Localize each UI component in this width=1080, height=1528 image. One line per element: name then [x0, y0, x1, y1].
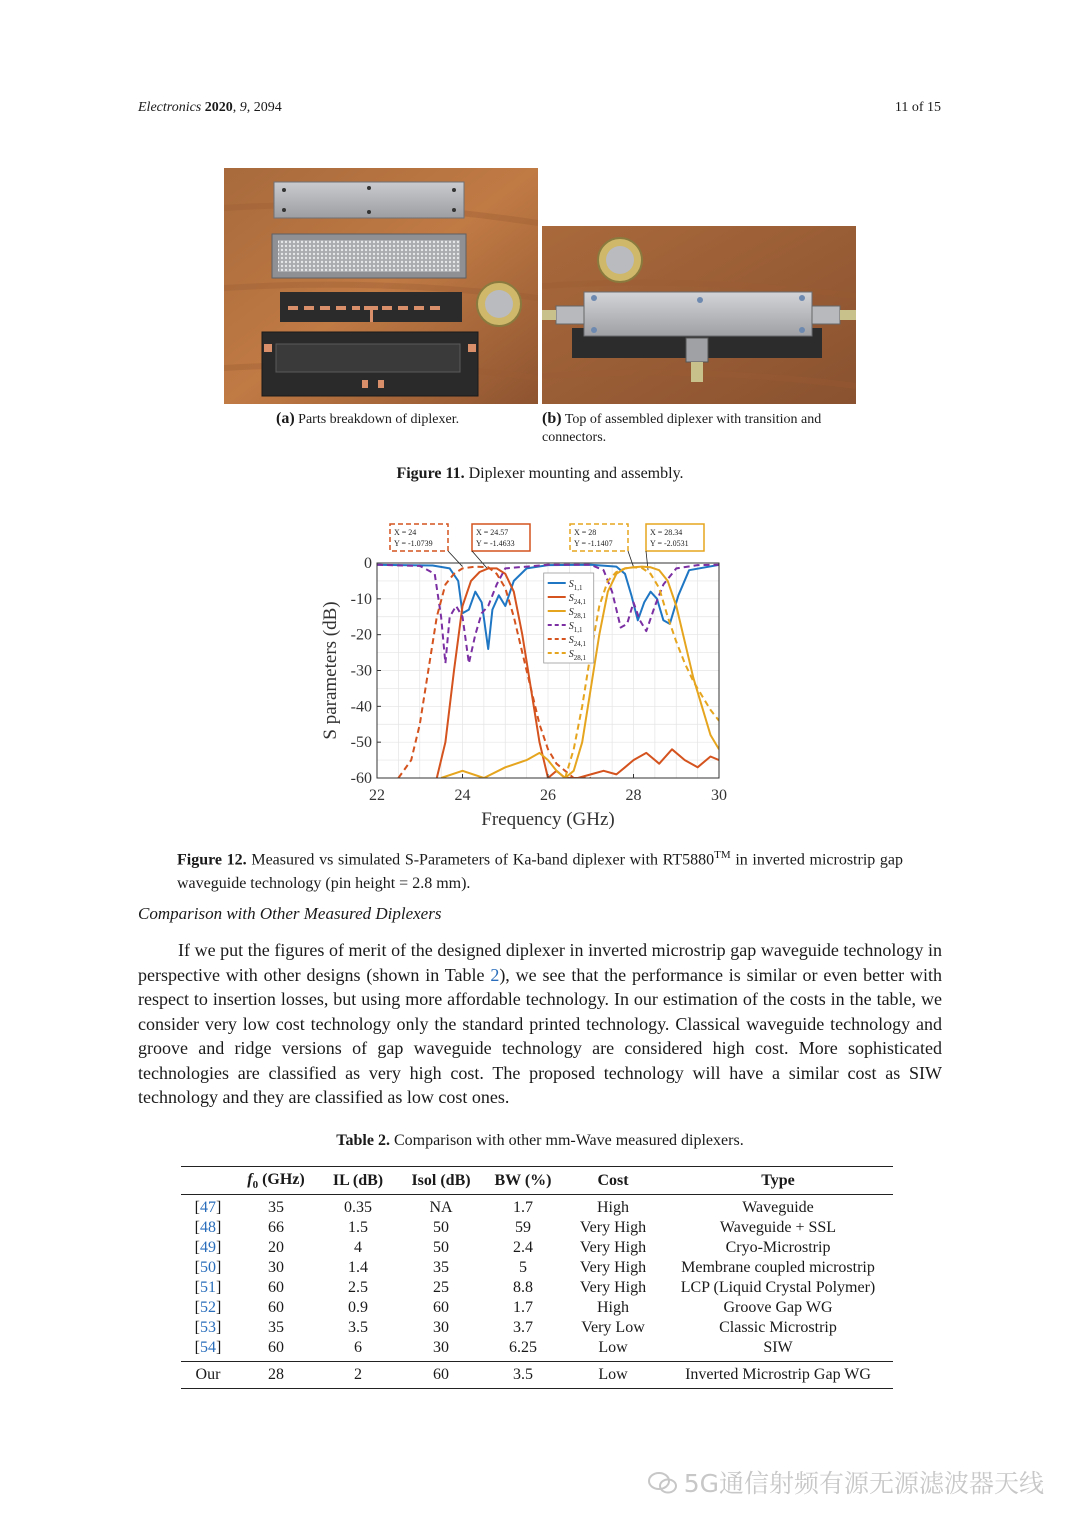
y-axis-label: S parameters (dB): [320, 601, 341, 740]
section-title: Comparison with Other Measured Diplexers: [138, 904, 442, 923]
y-tick-label: -20: [350, 626, 372, 644]
cell-isol: NA: [429, 1199, 453, 1217]
cell-il: 6: [354, 1339, 362, 1357]
cell-type: Inverted Microstrip Gap WG: [663, 1362, 893, 1389]
cell-il: 4: [354, 1239, 362, 1257]
watermark-text: 5G通信射频有源无源滤波器天线: [683, 1469, 1044, 1498]
x-tick-label: 24: [454, 787, 471, 804]
annotation-x-1: X = 24.57: [476, 528, 509, 537]
cell-cost: Very High: [579, 1219, 647, 1237]
x-tick-label: 30: [711, 787, 727, 804]
col-il: IL (dB): [317, 1167, 399, 1195]
cell-bw: 2.4: [513, 1239, 533, 1257]
table-row: [181, 1218, 893, 1238]
cell-isol: 50: [433, 1239, 449, 1257]
cell-ref[interactable]: [53]: [194, 1319, 222, 1337]
figure12-caption-text-2: in inverted microstrip gap waveguide technology (pin height = 2.8 mm).: [177, 851, 904, 893]
page-number: 11 of 15: [894, 100, 941, 115]
cell-bw: 1.7: [513, 1199, 533, 1217]
subcaption-a: [276, 410, 459, 429]
table-row: [181, 1195, 893, 1219]
cell-ref: Our: [181, 1362, 235, 1389]
annotation-y-3: Y = -2.0531: [650, 539, 689, 548]
figure11-caption-label: Figure 11.: [396, 465, 465, 482]
cell-isol: 30: [433, 1339, 449, 1357]
legend-label-3: $S_{1,1}$: [568, 621, 583, 634]
journal-year: 2020: [204, 100, 233, 115]
cell-f0: 60: [268, 1299, 284, 1317]
cell-type: SIW: [763, 1339, 793, 1357]
subcaption-b: [542, 410, 860, 447]
table-row-our: [181, 1362, 893, 1389]
cell-f0: 66: [268, 1219, 284, 1237]
subcaption-b-text: Top of assembled diplexer with transition and connectors.: [542, 412, 822, 445]
cell-f0: 20: [268, 1239, 284, 1257]
table2-caption-text: Comparison with other mm-Wave measured diplexers.: [393, 1132, 744, 1149]
annotation-x-2: X = 28: [574, 528, 597, 537]
figure12-caption-text-1: Measured vs simulated S-Parameters of Ka-band diplexer with RT5880: [251, 851, 715, 869]
cell-isol: 25: [433, 1279, 449, 1297]
cell-ref[interactable]: [50]: [194, 1259, 222, 1277]
cell-isol: 60: [399, 1362, 483, 1389]
table-2-link[interactable]: 2: [490, 964, 500, 985]
legend-label-4: $S_{24,1}$: [568, 635, 586, 648]
col-ref: [181, 1167, 235, 1195]
cell-f0: 28: [235, 1362, 317, 1389]
cell-il: 1.4: [348, 1259, 368, 1277]
y-tick-label: 0: [364, 555, 372, 572]
cell-type: Waveguide + SSL: [719, 1219, 837, 1237]
cell-isol: 35: [433, 1259, 449, 1277]
x-tick-label: 22: [369, 787, 385, 804]
cell-cost: Low: [598, 1339, 628, 1357]
cell-il: 2.5: [348, 1279, 368, 1297]
cell-type: Groove Gap WG: [723, 1299, 833, 1317]
figure12-caption-tm: TM: [714, 849, 731, 861]
legend-label-1: $S_{24,1}$: [568, 593, 586, 606]
cell-bw: 8.8: [513, 1279, 533, 1297]
cell-cost: Very High: [579, 1239, 647, 1257]
cell-ref[interactable]: [49]: [194, 1239, 222, 1257]
photo-assembled-diplexer: [542, 226, 856, 404]
cell-il: 1.5: [348, 1219, 368, 1237]
annotation-y-0: Y = -1.0739: [394, 539, 433, 548]
cell-f0: 35: [268, 1199, 284, 1217]
cell-ref[interactable]: [52]: [194, 1299, 222, 1317]
cell-isol: 30: [433, 1319, 449, 1337]
table-row: [181, 1318, 893, 1338]
table2-caption-label: Table 2.: [336, 1132, 390, 1149]
table-row: [181, 1258, 893, 1278]
cell-cost: Very High: [579, 1279, 647, 1297]
col-isol: Isol (dB): [399, 1167, 483, 1195]
y-tick-label: -50: [350, 734, 372, 752]
cell-type: Classic Microstrip: [719, 1319, 837, 1337]
cell-il: 3.5: [348, 1319, 368, 1337]
cell-cost: Very Low: [581, 1319, 645, 1337]
wechat-icon: [648, 1471, 678, 1495]
journal-volume: 9: [239, 100, 247, 115]
col-f0-unit: (GHz): [262, 1171, 305, 1188]
journal-name: Electronics: [138, 100, 202, 115]
y-tick-label: -40: [350, 698, 372, 716]
annotation-x-3: X = 28.34: [650, 528, 683, 537]
cell-bw: 1.7: [513, 1299, 533, 1317]
cell-cost: Low: [563, 1362, 663, 1389]
cell-il: 2: [317, 1362, 399, 1389]
annotation-y-1: Y = -1.4633: [476, 539, 515, 548]
legend-label-0: $S_{1,1}$: [568, 579, 583, 592]
figure11-caption: [0, 462, 1080, 486]
cell-type: Waveguide: [742, 1199, 814, 1217]
cell-bw: 5: [519, 1259, 527, 1277]
y-tick-label: -60: [350, 770, 372, 787]
legend-label-5: $S_{28,1}$: [568, 649, 586, 662]
cell-bw: 59: [515, 1219, 531, 1237]
col-f0: [235, 1167, 317, 1195]
cell-f0: 35: [268, 1319, 284, 1337]
y-tick-label: -10: [350, 590, 372, 608]
subcaption-b-label: (b): [542, 410, 562, 427]
cell-ref[interactable]: [48]: [194, 1219, 222, 1237]
subcaption-a-label: (a): [276, 410, 295, 427]
col-f0-symbol: f: [247, 1171, 253, 1188]
cell-cost: High: [597, 1299, 629, 1317]
cell-il: 0.9: [348, 1299, 368, 1317]
annotation-y-2: Y = -1.1407: [574, 539, 613, 548]
table-row: [181, 1338, 893, 1362]
cell-bw: 3.7: [513, 1319, 533, 1337]
col-cost: Cost: [563, 1167, 663, 1195]
annotation-x-0: X = 24: [394, 528, 417, 537]
x-axis-label: Frequency (GHz): [481, 809, 615, 830]
subcaption-a-text: Parts breakdown of diplexer.: [298, 412, 460, 427]
x-tick-label: 28: [625, 787, 642, 804]
figure12-caption: [177, 843, 903, 896]
cell-ref[interactable]: [51]: [194, 1279, 222, 1297]
table-row: [181, 1278, 893, 1298]
chart-legend: [544, 573, 594, 663]
table2-caption: [0, 1132, 1080, 1150]
col-type: Type: [663, 1167, 893, 1195]
figure11-caption-text: Diplexer mounting and assembly.: [468, 465, 684, 482]
body-paragraph: [138, 938, 942, 1110]
cell-bw: 3.5: [483, 1362, 563, 1389]
cell-bw: 6.25: [509, 1339, 537, 1357]
cell-cost: Very High: [579, 1259, 647, 1277]
figure12-caption-label: Figure 12.: [177, 851, 247, 869]
watermark: [648, 1464, 1044, 1500]
paragraph-part-2: ), we see that the performance is similar or even better with respect to insertion losses, but using more affordable technology. In our estimation of the costs in the table, we consider very low cost technology only the standard printed technology. Classical waveguide technology and groove and ridge versions of gap waveguide technology are considered high cost. More sophisticated technologies are classified as very high cost. The proposed technology will have a similar cost as SIW technology and they are classified as low cost ones.: [138, 964, 943, 1107]
cell-type: Membrane coupled microstrip: [681, 1259, 875, 1277]
cell-type: Cryo-Microstrip: [725, 1239, 831, 1257]
cell-ref[interactable]: [47]: [194, 1199, 222, 1217]
article-number: 2094: [253, 100, 282, 115]
col-f0-subscript: 0: [252, 1179, 259, 1192]
col-bw: BW (%): [483, 1167, 563, 1195]
table-row: [181, 1238, 893, 1258]
x-tick-label: 26: [540, 787, 556, 804]
s-parameters-chart: [300, 518, 750, 836]
cell-il: 0.35: [344, 1199, 372, 1217]
running-header-citation: Electronics 2020, 9, 2094: [138, 100, 282, 115]
cell-cost: High: [597, 1199, 629, 1217]
cell-isol: 60: [433, 1299, 449, 1317]
cell-ref[interactable]: [54]: [194, 1339, 222, 1357]
cell-f0: 60: [268, 1339, 284, 1357]
paragraph-part-1: If we put the figures of merit of the designed diplexer in inverted microstrip gap waveguide technology in perspective with other designs (shown in Table: [138, 940, 942, 985]
table-header-row: [181, 1167, 893, 1195]
cell-isol: 50: [433, 1219, 449, 1237]
y-tick-label: -30: [350, 662, 372, 680]
comparison-table: [181, 1166, 893, 1389]
legend-label-2: $S_{28,1}$: [568, 607, 586, 620]
table-row: [181, 1298, 893, 1318]
photo-parts-breakdown: [224, 168, 538, 404]
cell-type: LCP (Liquid Crystal Polymer): [680, 1279, 876, 1297]
cell-f0: 30: [268, 1259, 284, 1277]
cell-f0: 60: [268, 1279, 284, 1297]
